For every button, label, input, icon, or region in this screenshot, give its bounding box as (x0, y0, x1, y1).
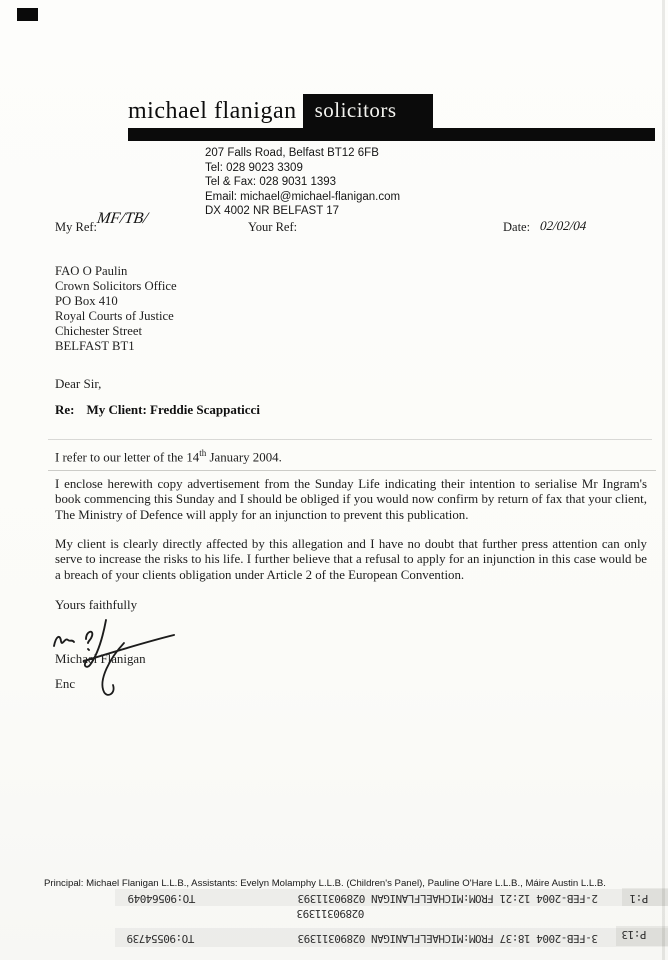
recipient-line: FAO O Paulin (55, 264, 128, 278)
contact-tel: Tel: 028 9023 3309 (205, 161, 303, 174)
fax-header-page: P:1 (630, 892, 649, 905)
contact-address: 207 Falls Road, Belfast BT12 6FB (205, 147, 379, 159)
paragraph-refer-text: January 2004. (206, 450, 282, 465)
paragraph-enclose: I enclose herewith copy advertisement from the Sunday Life indicating their intention to serialise Mr Ingram's book commencing this Sunday and I should be obliged if you would now confirm by return of fax that your client, The Ministry of Defence will apply for an injunction to prevent this publication. (55, 477, 647, 522)
contact-tel-fax: Tel & Fax: 028 9031 1393 (205, 176, 337, 189)
recipient-line: Crown Solicitors Office (55, 278, 177, 293)
fax-header-to: TO:90564049 (128, 892, 196, 905)
contact-dx: DX 4002 NR BELFAST 17 (205, 205, 340, 218)
letterhead-bar (128, 128, 655, 141)
salutation: Dear Sir, (55, 376, 102, 391)
scan-streak-line (48, 470, 656, 471)
signature-flourish (80, 640, 132, 700)
firm-name: michael flanigan (128, 97, 297, 124)
re-subject-line (55, 402, 260, 418)
firm-name-solicitors: solicitors (303, 94, 433, 128)
ordinal-suffix: th (199, 448, 207, 458)
footer-principal-line: Principal: Michael Flanigan L.L.B., Assistants: Evelyn Molamphy L.L.B. (Children's Panel), Pauline O'Hare L.L.B., Máire Austin L.L.B. (44, 878, 606, 889)
scan-corner-mark (17, 8, 38, 21)
signatory-name: Michael Flanigan (55, 652, 146, 666)
recipient-line: Royal Courts of Justice (55, 308, 174, 323)
recipient-line: BELFAST BT1 (55, 338, 135, 353)
fax-header-from-date: 3-FEB-2004 18:37 FROM:MICHAELFLANIGAN 02890311393 (298, 932, 599, 945)
date-value: 02/02/04 (539, 218, 587, 233)
your-ref-label: Your Ref: (248, 220, 298, 234)
date-label: Date: (503, 220, 531, 234)
paragraph-refer (55, 446, 647, 466)
enclosure-note: Enc (55, 677, 76, 691)
re-text: My Client: Freddie Scappaticci (86, 402, 260, 417)
letterhead-contact-block (205, 146, 400, 219)
fax-header-number: 02890311393 (297, 907, 365, 920)
closing-line: Yours faithfully (55, 597, 138, 612)
fax-header-from-date: 2-FEB-2004 12:21 FROM:MICHAELFLANIGAN 02890311393 (298, 892, 599, 905)
scan-edge-shadow (662, 0, 665, 960)
fax-header-to: TO:90554739 (127, 932, 195, 945)
contact-email: Email: michael@michael-flanigan.com (205, 190, 401, 203)
re-label: Re: (55, 402, 75, 417)
fax-header-page: P:13 (622, 928, 647, 941)
scan-streak-line (48, 439, 652, 440)
letterhead (128, 94, 433, 128)
paragraph-client: My client is clearly directly affected by this allegation and I have no doubt that further press attention can only serve to increase the risks to his life. I further believe that a refusal to apply for an injunction in this case would be a breach of your clients obligation under Article 2 of the European Convention. (55, 537, 647, 582)
recipient-address-block (55, 264, 177, 353)
recipient-line: Chichester Street (55, 323, 143, 338)
paragraph-refer-text: I refer to our letter of the 14 (55, 450, 200, 465)
my-ref-value-handwritten: MF/TB/ (95, 210, 149, 227)
recipient-line: PO Box 410 (55, 293, 118, 308)
my-ref-label: My Ref: (55, 220, 98, 234)
